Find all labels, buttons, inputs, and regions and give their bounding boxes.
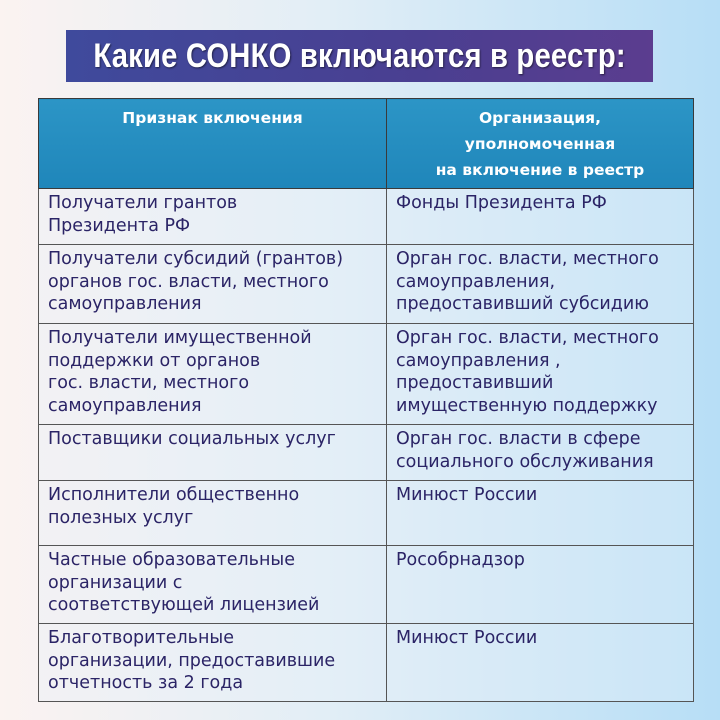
organization-cell: Орган гос. власти в сфере социального обслуживания bbox=[387, 425, 694, 481]
registry-table bbox=[38, 98, 694, 702]
criterion-cell: Получатели грантов Президента РФ bbox=[39, 189, 387, 245]
criterion-cell: Получатели субсидий (грантов) органов гос. власти, местного самоуправления bbox=[39, 245, 387, 324]
table-row bbox=[39, 245, 694, 324]
organization-cell: Орган гос. власти, местного самоуправления, предоставивший субсидию bbox=[387, 245, 694, 324]
criterion-cell: Исполнители общественно полезных услуг bbox=[39, 481, 387, 546]
table-row bbox=[39, 546, 694, 624]
table-row bbox=[39, 624, 694, 702]
table-row bbox=[39, 324, 694, 425]
table-row bbox=[39, 425, 694, 481]
table-row bbox=[39, 189, 694, 245]
organization-cell: Минюст России bbox=[387, 624, 694, 702]
organization-cell: Минюст России bbox=[387, 481, 694, 546]
page-title: Какие СОНКО включаются в реестр: bbox=[93, 36, 626, 75]
table-row bbox=[39, 481, 694, 546]
organization-cell: Орган гос. власти, местного самоуправления , предоставивший имущественную поддержку bbox=[387, 324, 694, 425]
criterion-cell: Получатели имущественной поддержки от органов гос. власти, местного самоуправления bbox=[39, 324, 387, 425]
criterion-cell: Частные образовательные организации с соответствующей лицензией bbox=[39, 546, 387, 624]
title-banner bbox=[66, 30, 653, 82]
organization-cell: Фонды Президента РФ bbox=[387, 189, 694, 245]
criterion-cell: Благотворительные организации, предоставившие отчетность за 2 года bbox=[39, 624, 387, 702]
criterion-cell: Поставщики социальных услуг bbox=[39, 425, 387, 481]
table-header-row bbox=[39, 99, 694, 189]
header-organization: Организация, уполномоченная на включение в реестр bbox=[387, 99, 694, 189]
organization-cell: Рособрнадзор bbox=[387, 546, 694, 624]
header-criterion: Признак включения bbox=[39, 99, 387, 189]
